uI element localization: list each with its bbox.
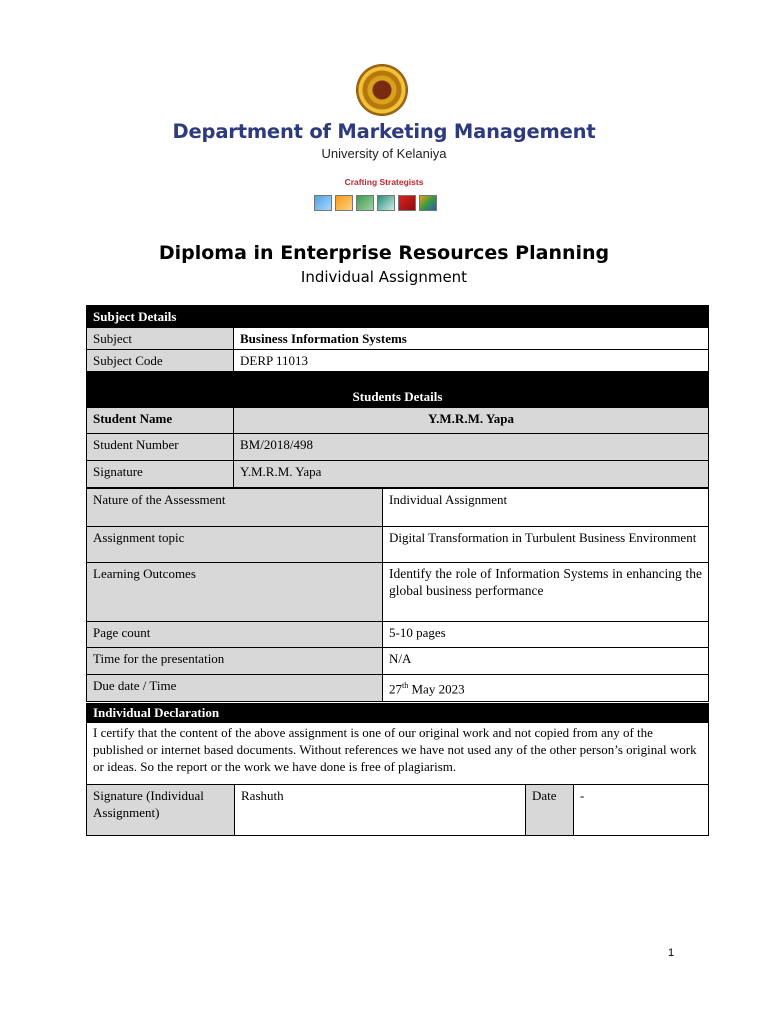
due-date-label: Due date / Time [87, 675, 383, 702]
multicolor-icon [419, 195, 437, 211]
green-icon [356, 195, 374, 211]
teal-icon [377, 195, 395, 211]
due-date-value [383, 675, 709, 702]
nature-label: Nature of the Assessment [87, 489, 383, 527]
signature-label: Signature [87, 461, 234, 488]
document-subtitle: Individual Assignment [300, 268, 468, 286]
page-number: 1 [668, 947, 675, 959]
details-table [86, 305, 709, 488]
page-count-value: 5-10 pages [383, 622, 709, 648]
subject-code-label: Subject Code [87, 350, 234, 372]
presentation-time-label: Time for the presentation [87, 648, 383, 675]
declaration-signature-value: Rashuth [235, 785, 526, 836]
declaration-text: I certify that the content of the above assignment is one of our original work and not copied from any of the published or internet based documents. Without references we have not used any of the other person’s original work or ideas. So the report or the work we have done is free of plagiarism. [87, 723, 709, 785]
subject-value: Business Information Systems [234, 328, 709, 350]
learning-outcomes-value: Identify the role of Information Systems in enhancing the global business performance [383, 563, 709, 622]
page-count-label: Page count [87, 622, 383, 648]
declaration-signature-label: Signature (Individual Assignment) [87, 785, 235, 836]
declaration-table [86, 703, 709, 836]
declaration-header: Individual Declaration [87, 704, 709, 723]
assessment-table [86, 488, 709, 702]
document-title: Diploma in Enterprise Resources Planning [158, 242, 610, 264]
due-day: 27 [389, 681, 402, 697]
department-name: Department of Marketing Management [172, 120, 596, 143]
signature-value: Y.M.R.M. Yapa [234, 461, 709, 488]
orange-icon [335, 195, 353, 211]
students-details-header: Students Details [87, 372, 709, 408]
subject-label: Subject [87, 328, 234, 350]
blue-icon [314, 195, 332, 211]
university-name: University of Kelaniya [321, 146, 447, 161]
red-icon [398, 195, 416, 211]
student-number-value: BM/2018/498 [234, 434, 709, 461]
learning-outcomes-label: Learning Outcomes [87, 563, 383, 622]
topic-label: Assignment topic [87, 527, 383, 563]
student-name-label: Student Name [87, 408, 234, 434]
tagline: Crafting Strategists [344, 177, 424, 187]
subject-code-value: DERP 11013 [234, 350, 709, 372]
topic-value: Digital Transformation in Turbulent Business Environment [383, 527, 709, 563]
declaration-date-label: Date [526, 785, 574, 836]
logo-icon-strip [314, 195, 437, 211]
student-name-value: Y.M.R.M. Yapa [234, 408, 709, 434]
nature-value: Individual Assignment [383, 489, 709, 527]
declaration-date-value: - [574, 785, 709, 836]
subject-details-header: Subject Details [87, 306, 709, 328]
presentation-time-value: N/A [383, 648, 709, 675]
due-month-year: May 2023 [408, 681, 465, 697]
university-seal-logo [357, 65, 407, 115]
due-day-suffix: th [402, 681, 409, 690]
student-number-label: Student Number [87, 434, 234, 461]
